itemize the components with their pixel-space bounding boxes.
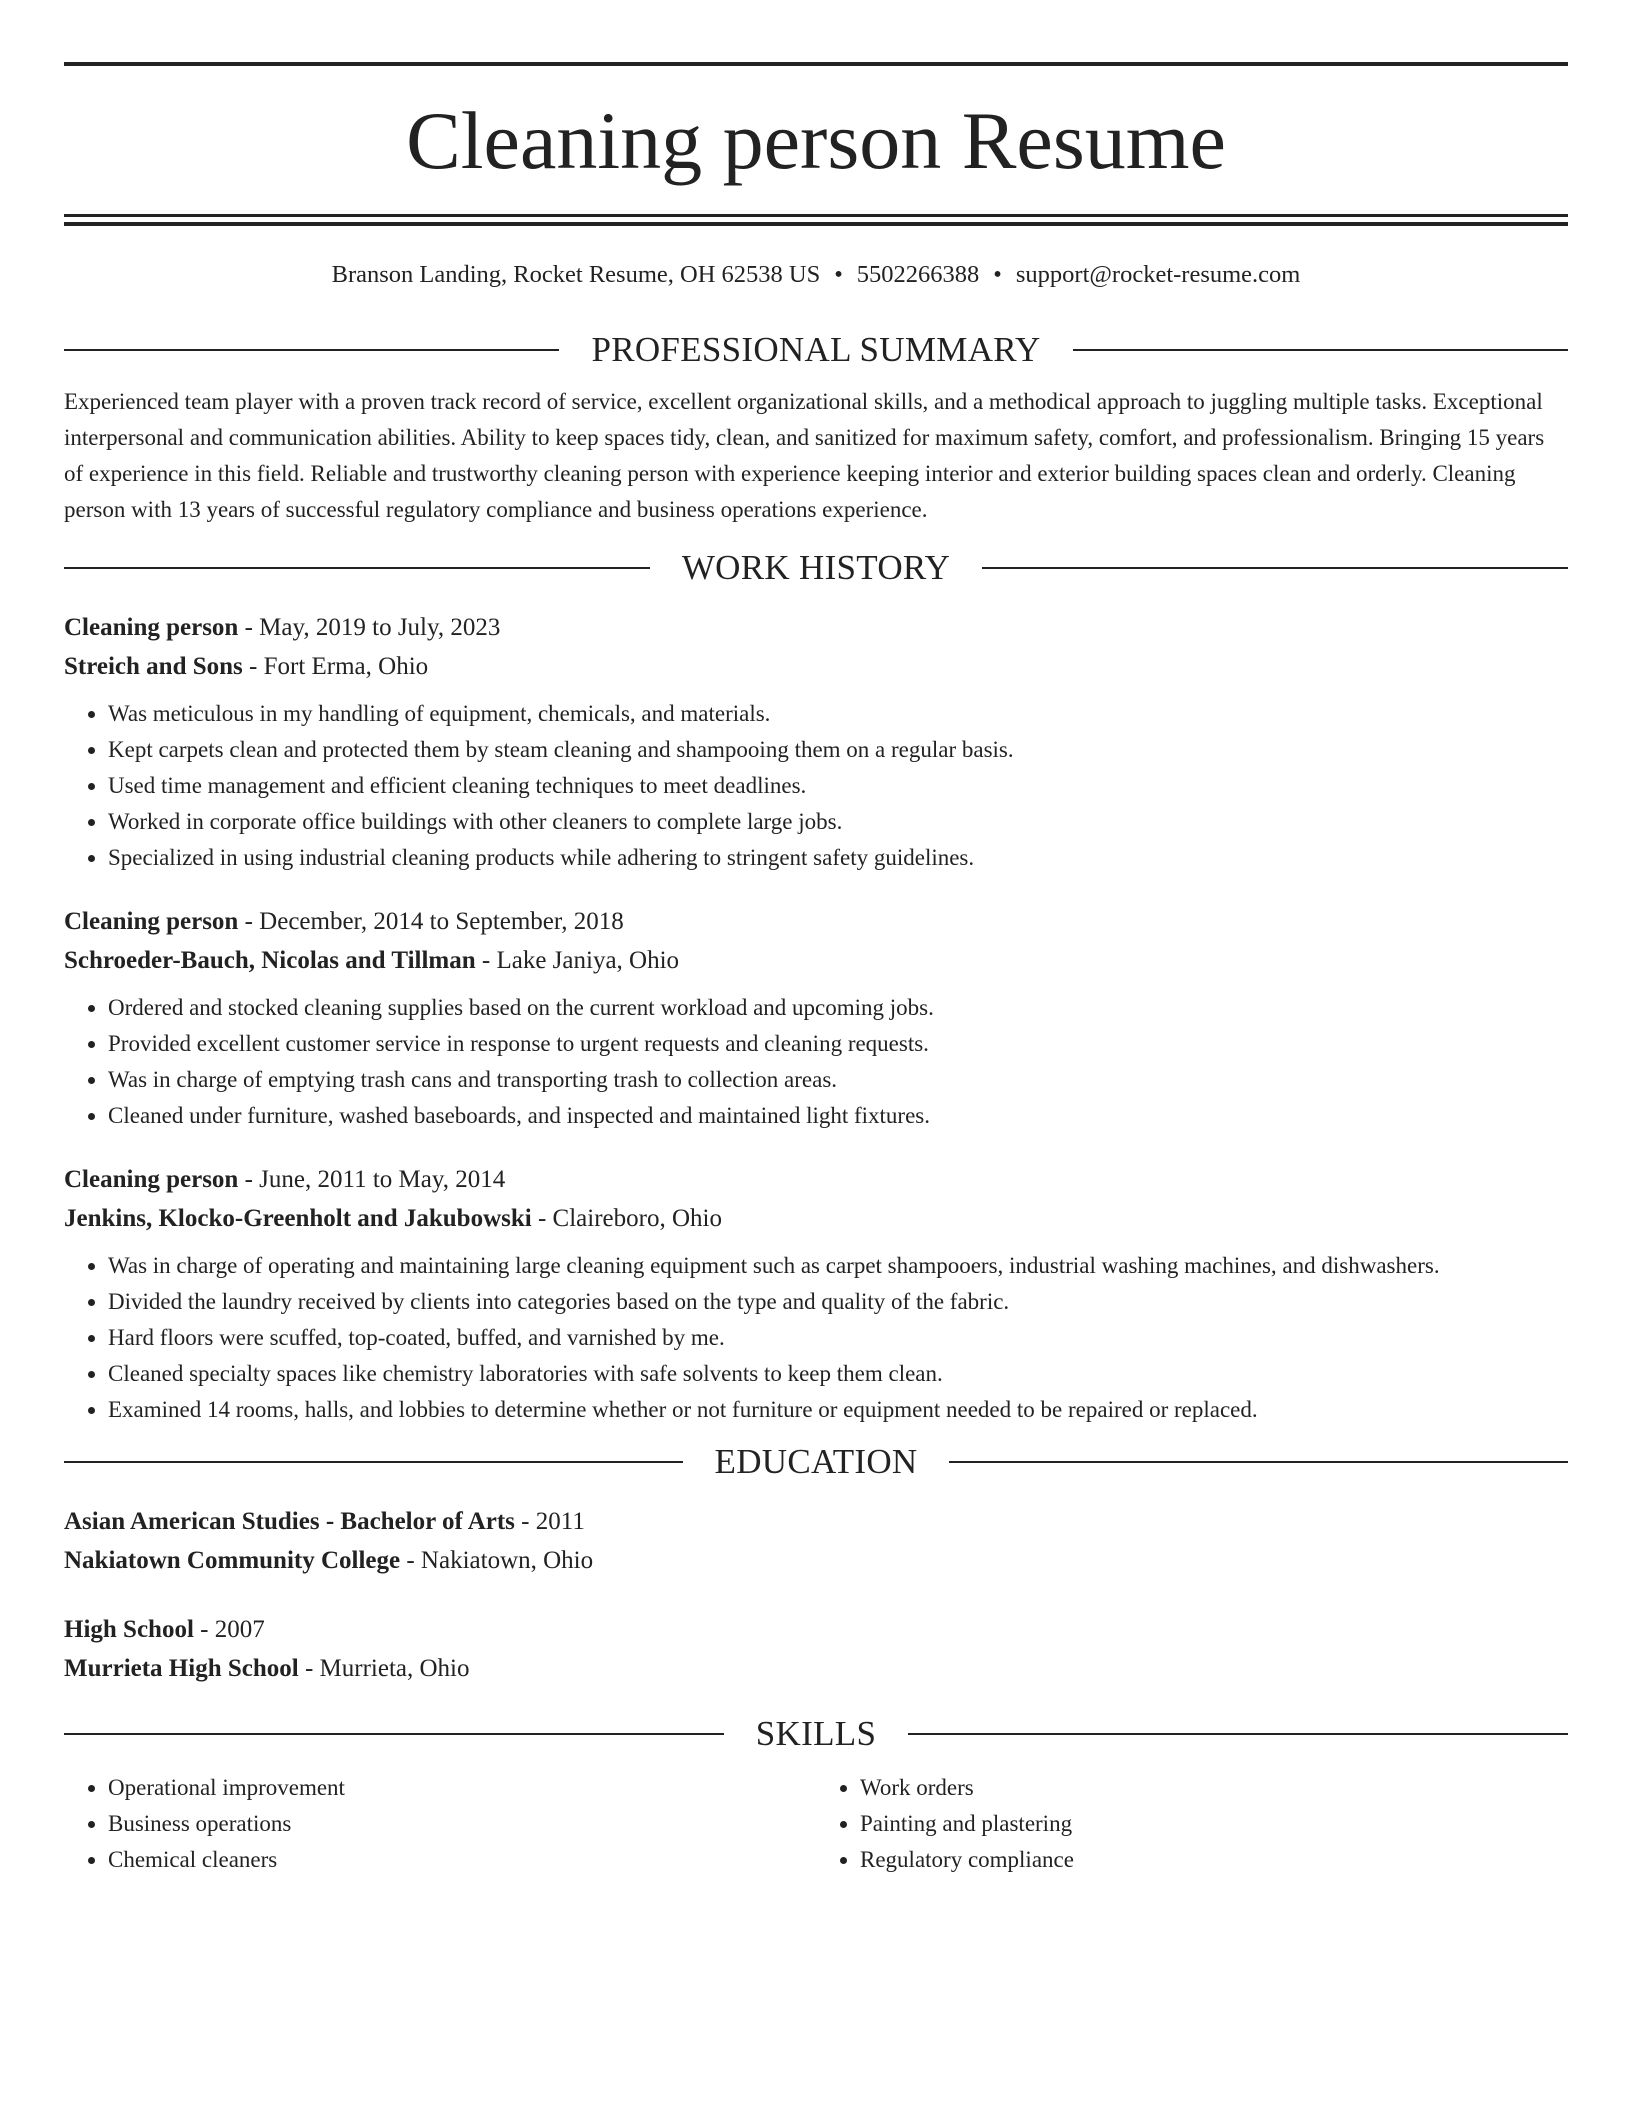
list-item: • Hard floors were scuffed, top-coated, buffed, and varnished by me. xyxy=(108,1320,1568,1356)
list-item: • Was meticulous in my handling of equipment, chemicals, and materials. xyxy=(108,696,1568,732)
summary-text: Experienced team player with a proven track record of service, excellent organizational skills, and a methodical approach to juggling multiple tasks. Exceptional interpersonal and communication abilities. Ability to keep spaces tidy, clean, and sanitized for maximum safety, comfort, and professionalism. Bringing 15 years of experience in this field. Reliable and trustworthy cleaning person with experience keeping interior and exterior building spaces clean and orderly. Cleaning person with 13 years of successful regulatory compliance and business operations experience. xyxy=(64,389,1545,522)
job-company-line xyxy=(64,941,1568,980)
job-entry xyxy=(64,902,1568,1134)
job-dates: - December, 2014 to September, 2018 xyxy=(238,908,624,935)
contact-line xyxy=(64,260,1568,290)
list-item: • Used time management and efficient cleaning techniques to meet deadlines. xyxy=(108,768,1568,804)
contact-separator: • xyxy=(834,261,843,288)
section-rule xyxy=(982,567,1568,569)
section-header-education xyxy=(64,1442,1568,1482)
top-rule xyxy=(64,62,1568,66)
skill-item: • Business operations xyxy=(108,1806,816,1842)
contact-email: support@rocket-resume.com xyxy=(1015,261,1301,288)
skill-item: • Regulatory compliance xyxy=(860,1842,1568,1878)
job-role: Cleaning person xyxy=(64,614,239,641)
list-item: • Was in charge of emptying trash cans and transporting trash to collection areas. xyxy=(108,1062,1568,1098)
resume-title: Cleaning person Resume xyxy=(406,95,1226,186)
job-role: Cleaning person xyxy=(64,908,239,935)
section-rule xyxy=(64,349,559,351)
job-entry xyxy=(64,1160,1568,1428)
skills-columns xyxy=(64,1770,1568,1878)
section-rule xyxy=(64,1733,724,1735)
skill-item: • Work orders xyxy=(860,1770,1568,1806)
section-rule xyxy=(64,1461,683,1463)
education-entry xyxy=(64,1610,1568,1688)
section-header-summary xyxy=(64,330,1568,370)
job-company: Schroeder-Bauch, Nicolas and Tillman xyxy=(64,947,476,974)
job-entry xyxy=(64,608,1568,876)
education-location: - Nakiatown, Ohio xyxy=(400,1547,594,1574)
job-dates: - May, 2019 to July, 2023 xyxy=(238,614,501,641)
list-item: • Kept carpets clean and protected them by steam cleaning and shampooing them on a regular basis. xyxy=(108,732,1568,768)
section-title: WORK HISTORY xyxy=(681,548,951,587)
education-year: - 2011 xyxy=(514,1508,585,1535)
job-role: Cleaning person xyxy=(64,1166,239,1193)
section-rule xyxy=(64,567,650,569)
job-company: Streich and Sons xyxy=(64,653,243,680)
education-degree: Asian American Studies - Bachelor of Arts xyxy=(64,1508,515,1535)
job-dates: - June, 2011 to May, 2014 xyxy=(238,1166,506,1193)
education-year: - 2007 xyxy=(193,1616,265,1643)
list-item: • Cleaned under furniture, washed baseboards, and inspected and maintained light fixtures. xyxy=(108,1098,1568,1134)
skills-list-left xyxy=(64,1770,816,1878)
job-title-line xyxy=(64,1160,1568,1199)
job-company-line xyxy=(64,1199,1568,1238)
section-header-work-history xyxy=(64,548,1568,588)
education-degree-line xyxy=(64,1502,1568,1541)
section-title: EDUCATION xyxy=(714,1442,918,1481)
education-degree: High School xyxy=(64,1616,194,1643)
skills-list-right xyxy=(816,1770,1568,1878)
skill-item: • Operational improvement xyxy=(108,1770,816,1806)
education-school: Nakiatown Community College xyxy=(64,1547,401,1574)
job-bullets xyxy=(64,696,1568,876)
education-school: Murrieta High School xyxy=(64,1655,299,1682)
job-location: - Lake Janiya, Ohio xyxy=(475,947,680,974)
section-rule xyxy=(1073,349,1568,351)
section-rule xyxy=(908,1733,1568,1735)
job-company: Jenkins, Klocko-Greenholt and Jakubowski xyxy=(64,1205,532,1232)
list-item: • Worked in corporate office buildings with other cleaners to complete large jobs. xyxy=(108,804,1568,840)
job-location: - Fort Erma, Ohio xyxy=(242,653,429,680)
job-bullets xyxy=(64,1248,1568,1428)
list-item: • Was in charge of operating and maintaining large cleaning equipment such as carpet shampooers, industrial washing machines, and dishwashers. xyxy=(108,1248,1568,1284)
title-double-rule xyxy=(64,214,1568,226)
section-rule xyxy=(949,1461,1568,1463)
list-item: • Ordered and stocked cleaning supplies based on the current workload and upcoming jobs. xyxy=(108,990,1568,1026)
section-title: PROFESSIONAL SUMMARY xyxy=(591,330,1041,369)
education-degree-line xyxy=(64,1610,1568,1649)
section-title: SKILLS xyxy=(755,1714,877,1753)
job-title-line xyxy=(64,608,1568,647)
job-company-line xyxy=(64,647,1568,686)
job-bullets xyxy=(64,990,1568,1134)
list-item: • Provided excellent customer service in response to urgent requests and cleaning requests. xyxy=(108,1026,1568,1062)
skill-item: • Painting and plastering xyxy=(860,1806,1568,1842)
skill-item: • Chemical cleaners xyxy=(108,1842,816,1878)
list-item: • Cleaned specialty spaces like chemistry laboratories with safe solvents to keep them clean. xyxy=(108,1356,1568,1392)
contact-address: Branson Landing, Rocket Resume, OH 62538 US xyxy=(331,261,821,288)
education-school-line xyxy=(64,1541,1568,1580)
job-location: - Claireboro, Ohio xyxy=(531,1205,722,1232)
contact-phone: 5502266388 xyxy=(856,261,980,288)
list-item: • Divided the laundry received by clients into categories based on the type and quality of the fabric. xyxy=(108,1284,1568,1320)
education-entry xyxy=(64,1502,1568,1580)
education-school-line xyxy=(64,1649,1568,1688)
list-item: • Specialized in using industrial cleaning products while adhering to stringent safety guidelines. xyxy=(108,840,1568,876)
contact-separator: • xyxy=(993,261,1002,288)
job-title-line xyxy=(64,902,1568,941)
list-item: • Examined 14 rooms, halls, and lobbies to determine whether or not furniture or equipment needed to be repaired or replaced. xyxy=(108,1392,1568,1428)
section-header-skills xyxy=(64,1714,1568,1754)
education-location: - Murrieta, Ohio xyxy=(298,1655,470,1682)
